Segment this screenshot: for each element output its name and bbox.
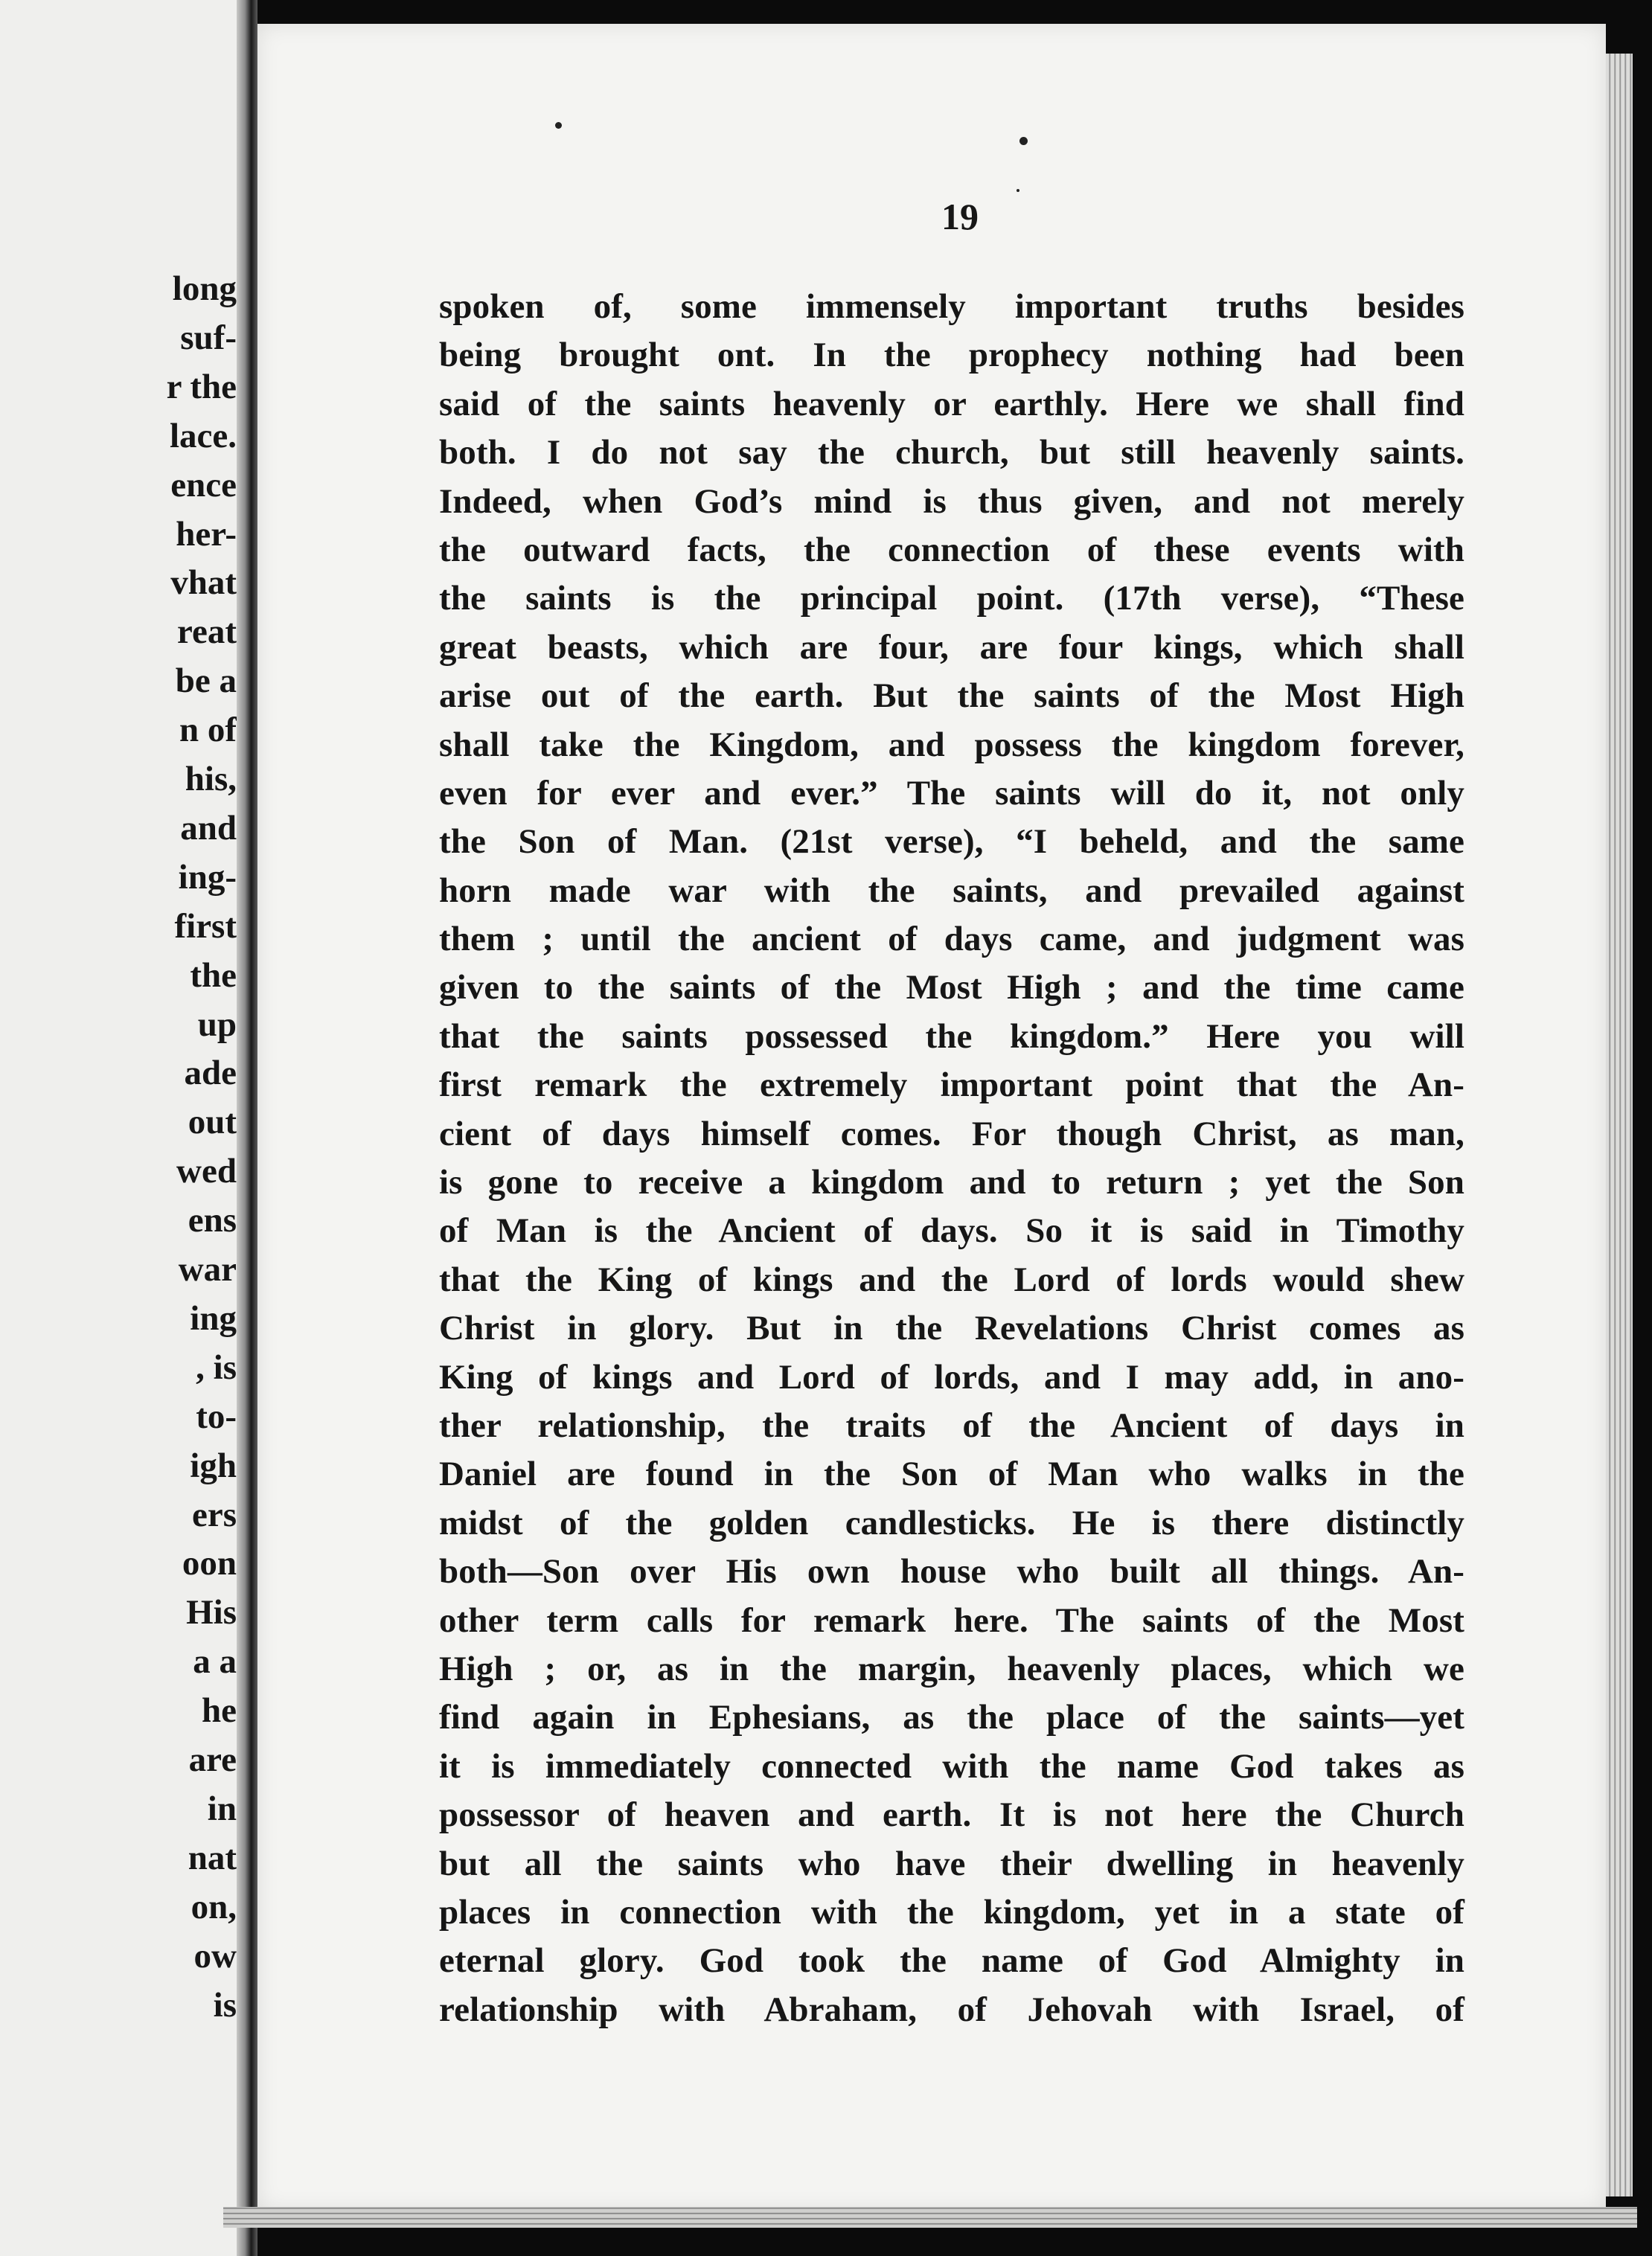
left-page-fragment: ens <box>188 1201 237 1240</box>
text-line: midst of the golden candlesticks. He is there distinctly <box>439 1503 1464 1542</box>
body-text <box>439 283 1464 2034</box>
left-page-fragment: ow <box>193 1936 237 1975</box>
text-line: relationship with Abraham, of Jehovah with Israel, of <box>439 1990 1464 2029</box>
left-page-fragment: up <box>197 1004 237 1044</box>
text-line: both—Son over His own house who built all things. An- <box>439 1552 1464 1592</box>
left-page-fragment: the <box>190 955 237 995</box>
left-page-fragments <box>0 0 246 2256</box>
page-bottom-edge <box>223 2207 1637 2228</box>
left-page-fragment: n of <box>179 711 237 750</box>
page-edge <box>1606 54 1633 2196</box>
left-page-fragment: nat <box>188 1838 237 1877</box>
ink-speck <box>555 122 562 129</box>
left-page-fragment: are <box>188 1740 237 1779</box>
left-page-fragment: lace. <box>169 416 237 455</box>
text-line: possessor of heaven and earth. It is not here the Church <box>439 1795 1464 1835</box>
left-page-fragment: on, <box>191 1887 237 1926</box>
left-page-fragment: oon <box>182 1544 237 1583</box>
left-page-fragment: a a <box>193 1642 237 1682</box>
text-line: that the saints possessed the kingdom.” Here you will <box>439 1016 1464 1056</box>
left-page <box>0 0 246 2256</box>
text-line: is gone to receive a kingdom and to return ; yet the Son <box>439 1163 1464 1202</box>
left-page-fragment: , is <box>196 1347 237 1387</box>
left-page-fragment: ing <box>190 1298 237 1338</box>
left-page-fragment: he <box>202 1691 237 1731</box>
text-line: great beasts, which are four, are four kings, which shall <box>439 627 1464 667</box>
ink-speck <box>1019 137 1028 145</box>
left-page-fragment: ing- <box>178 857 237 897</box>
text-line: even for ever and ever.” The saints will do it, not only <box>439 773 1464 813</box>
text-line: arise out of the earth. But the saints of the Most High <box>439 676 1464 716</box>
text-line: of Man is the Ancient of days. So it is said in Timothy <box>439 1211 1464 1251</box>
left-page-fragment: igh <box>190 1446 237 1485</box>
text-line: Christ in glory. But in the Revelations Christ comes as <box>439 1309 1464 1348</box>
page-number: 19 <box>941 196 979 237</box>
left-page-fragment: wed <box>176 1152 237 1191</box>
text-line: the Son of Man. (21st verse), “I beheld, and the same <box>439 822 1464 862</box>
book-gutter <box>237 0 257 2256</box>
left-page-fragment: her- <box>176 514 237 554</box>
left-page-fragment: ers <box>191 1495 237 1534</box>
left-page-fragment: His <box>186 1593 237 1632</box>
text-line: other term calls for remark here. The saints of the Most <box>439 1600 1464 1640</box>
text-line: King of kings and Lord of lords, and I may add, in ano- <box>439 1357 1464 1397</box>
left-page-fragment: and <box>180 808 237 847</box>
left-page-fragment: is <box>213 1985 237 2025</box>
text-line: spoken of, some immensely important truths besides <box>439 287 1464 326</box>
text-line: Indeed, when God’s mind is thus given, and not merely <box>439 481 1464 521</box>
left-page-fragment: to- <box>196 1397 237 1436</box>
text-line: first remark the extremely important point that the An- <box>439 1065 1464 1105</box>
text-line: said of the saints heavenly or earthly. Here we shall find <box>439 384 1464 423</box>
left-page-fragment: suf- <box>180 318 237 357</box>
text-line: ther relationship, the traits of the Ancient of days in <box>439 1406 1464 1445</box>
text-line: find again in Ephesians, as the place of the saints—yet <box>439 1698 1464 1737</box>
text-line: eternal glory. God took the name of God Almighty in <box>439 1941 1464 1981</box>
left-page-fragment: vhat <box>170 563 237 603</box>
text-line: the outward facts, the connection of these events with <box>439 530 1464 569</box>
left-page-fragment: war <box>178 1250 237 1289</box>
text-line: High ; or, as in the margin, heavenly places, which we <box>439 1649 1464 1688</box>
left-page-fragment: be a <box>175 661 237 701</box>
left-page-fragment: ade <box>184 1054 237 1093</box>
text-line: that the King of kings and the Lord of lords would shew <box>439 1260 1464 1299</box>
text-line: but all the saints who have their dwelling in heavenly <box>439 1844 1464 1883</box>
left-page-fragment: first <box>174 906 237 946</box>
text-line: places in connection with the kingdom, yet in a state of <box>439 1892 1464 1932</box>
text-line: horn made war with the saints, and prevailed against <box>439 871 1464 910</box>
left-page-fragment: long <box>172 269 237 308</box>
text-line: them ; until the ancient of days came, and judgment was <box>439 920 1464 959</box>
left-page-fragment: reat <box>176 612 237 652</box>
ink-speck <box>1017 189 1019 192</box>
text-line: both. I do not say the church, but still heavenly saints. <box>439 433 1464 472</box>
left-page-fragment: his, <box>185 760 237 798</box>
left-page-fragment: in <box>207 1789 237 1828</box>
left-page-fragment: r the <box>166 367 237 406</box>
text-line: being brought ont. In the prophecy nothing had been <box>439 336 1464 375</box>
text-line: Daniel are found in the Son of Man who walks in the <box>439 1455 1464 1494</box>
text-line: given to the saints of the Most High ; and the time came <box>439 968 1464 1007</box>
text-line: it is immediately connected with the name God takes as <box>439 1746 1464 1786</box>
left-page-fragment: out <box>188 1103 237 1142</box>
text-line: cient of days himself comes. For though Christ, as man, <box>439 1114 1464 1153</box>
left-page-fragment: ence <box>170 465 237 504</box>
text-line: shall take the Kingdom, and possess the kingdom forever, <box>439 725 1464 764</box>
text-line: the saints is the principal point. (17th verse), “These <box>439 579 1464 618</box>
